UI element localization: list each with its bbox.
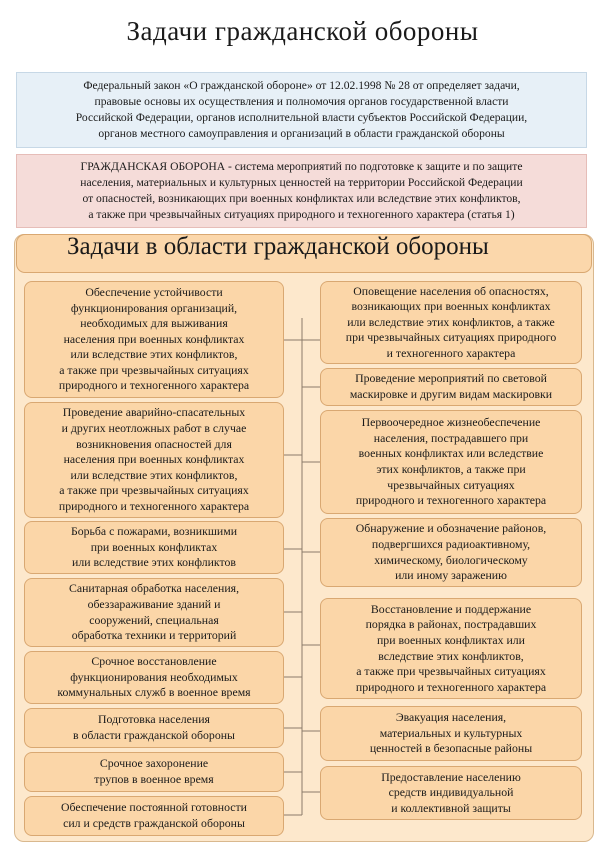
task-line: населения при военных конфликтах (63, 452, 245, 467)
task-line: населения при военных конфликтах (63, 331, 245, 346)
task-line: чрезвычайных ситуациях (387, 477, 515, 492)
task-line: возникновения опасностей для (76, 436, 232, 451)
task-camouflage (320, 368, 582, 406)
definition-line: а также при чрезвычайных ситуациях природного и техногенного характера (статья 1) (88, 208, 515, 221)
task-burial (24, 752, 284, 792)
definition-line: от опасностей, возникающих при военных конфликтах или вследствие этих конфликтов, (82, 192, 521, 205)
task-line: трупов в военное время (94, 772, 214, 786)
task-line: ценностей в безопасные районы (369, 741, 533, 756)
task-line: коммунальных служб в военное время (57, 685, 251, 700)
task-line: а также при чрезвычайных ситуациях (59, 483, 249, 498)
task-line: и коллективной защиты (391, 800, 511, 815)
task-line: порядка в районах, пострадавших (365, 617, 537, 632)
task-evacuation (320, 706, 582, 761)
task-line: этих конфликтов, а также при (376, 462, 526, 476)
task-line: Проведение мероприятий по световой (355, 371, 547, 386)
task-warning (320, 281, 582, 364)
task-line: Эвакуация населения, (395, 710, 507, 725)
task-ensure-sustainability (24, 281, 284, 398)
task-line: природного и техногенного характера (355, 679, 547, 694)
law-note-line: органов местного самоуправления и организаций в области гражданской обороны (98, 127, 505, 140)
task-line: обеззараживание зданий и (87, 596, 221, 611)
task-line: Срочное восстановление (91, 654, 217, 669)
task-line: в области гражданской обороны (73, 728, 235, 742)
page-title: Задачи гражданской обороны (126, 16, 479, 46)
task-line: или вследствие этих конфликтов, а также (347, 314, 555, 329)
task-line: маскировке и другим видам маскировки (349, 387, 553, 401)
task-line: Первоочередное жизнеобеспечение (361, 415, 541, 430)
task-sanitation (24, 578, 284, 647)
task-line: населения, пострадавшего при (373, 430, 529, 445)
task-line: Санитарная обработка населения, (68, 581, 240, 596)
task-line: Восстановление и поддержание (370, 601, 532, 616)
law-note-line: Федеральный закон «О гражданской обороне» от 12.02.1998 № 28 от определяет задачи, (83, 79, 520, 92)
task-line: Обеспечение постоянной готовности (61, 800, 247, 815)
task-line: сооружений, специальная (89, 612, 219, 627)
task-line: или вследствие этих конфликтов (72, 555, 236, 570)
task-line: природного и техногенного характера (58, 378, 250, 393)
task-life-support (320, 410, 582, 514)
task-line: необходимых для выживания (80, 316, 228, 331)
task-line: природного и техногенного характера (58, 498, 250, 513)
task-line: а также при чрезвычайных ситуациях (59, 362, 249, 377)
task-firefighting (24, 521, 284, 574)
task-line: или вследствие этих конфликтов, (70, 347, 238, 362)
law-note-line: Российской Федерации, органов исполнительной власти субъектов Российской Федерации, (75, 111, 528, 124)
task-line: обработка техники и территорий (71, 628, 237, 643)
definition-line: ГРАЖДАНСКАЯ ОБОРОНА - система мероприятий по подготовке к защите и по защите (80, 160, 523, 173)
task-line: а также при чрезвычайных ситуациях (356, 664, 546, 679)
task-line: Проведение аварийно-спасательных (62, 405, 246, 420)
task-contamination-detection (320, 518, 582, 587)
tasks-heading: Задачи в области гражданской обороны (67, 233, 489, 260)
task-line: подвергшихся радиоактивному, (371, 536, 531, 551)
task-line: Предоставление населению (381, 769, 521, 784)
task-line: материальных и культурных (379, 725, 523, 740)
task-line: и других неотложных работ в случае (61, 421, 247, 436)
task-line: функционирования организаций, (70, 300, 238, 315)
definition-line: населения, материальных и культурных ценностей на территории Российской Федерации (80, 176, 523, 189)
task-line: возникающих при военных конфликтах (351, 299, 551, 314)
task-population-training (24, 708, 284, 748)
task-line: функционирования необходимых (70, 669, 238, 684)
task-order-restoration (320, 598, 582, 699)
task-line: природного и техногенного характера (355, 493, 547, 508)
task-line: Обнаружение и обозначение районов, (355, 521, 547, 536)
task-line: Подготовка населения (98, 712, 210, 727)
task-line: или иному заражению (395, 568, 507, 583)
task-line: при военных конфликтах (90, 539, 218, 554)
task-line: и техногенного характера (386, 345, 516, 360)
task-line: Срочное захоронение (99, 756, 209, 771)
task-line: или вследствие этих конфликтов, (70, 467, 238, 482)
task-line: вследствие этих конфликтов, (378, 648, 524, 663)
law-note-line: правовые основы их осуществления и полномочия органов государственной власти (94, 95, 509, 108)
task-line: Борьба с пожарами, возникшими (70, 524, 238, 539)
task-protection-means (320, 766, 582, 820)
task-line: при военных конфликтах или (376, 632, 525, 647)
task-line: Оповещение населения об опасностях, (353, 283, 549, 298)
task-line: химическому, биологическому (374, 552, 528, 567)
task-line: военных конфликтах или вследствие (358, 446, 544, 461)
task-line: средств индивидуальной (388, 785, 514, 800)
task-line: Обеспечение устойчивости (85, 284, 223, 299)
task-rescue-works (24, 402, 284, 518)
task-readiness (24, 796, 284, 836)
task-utilities-restoration (24, 651, 284, 704)
task-line: сил и средств гражданской обороны (63, 816, 245, 830)
task-line: при чрезвычайных ситуациях природного (345, 330, 557, 345)
